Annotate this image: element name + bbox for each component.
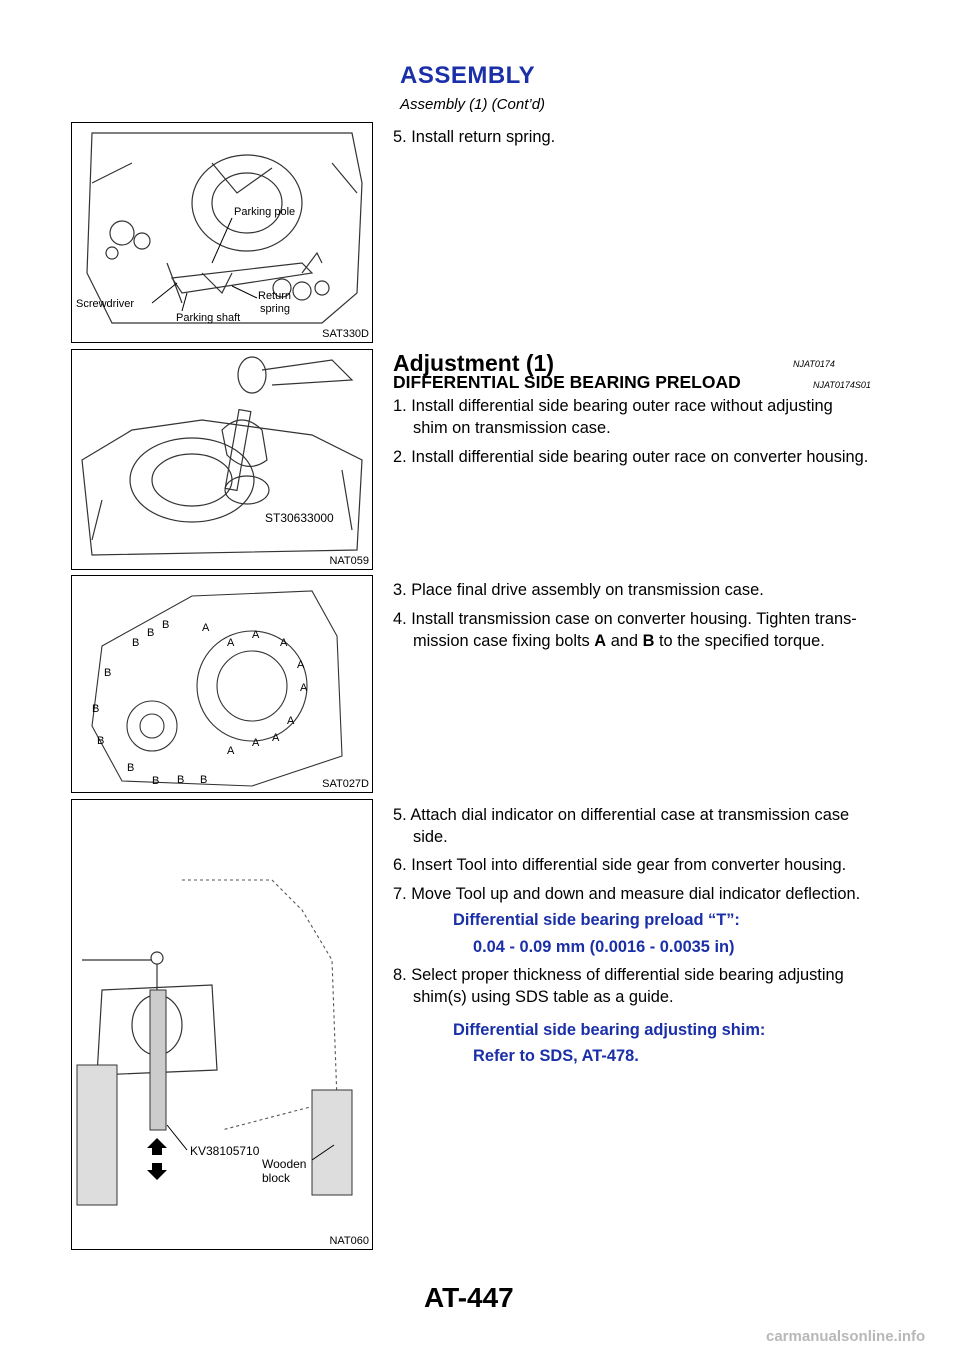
label-return: Return [258,290,292,302]
bolt-label-b: B [132,637,140,649]
figure-outer-race-install [71,349,373,570]
footer-watermark: carmanualsonline.info [766,1328,926,1345]
label-tool-kv38105710: KV38105710 [190,1144,260,1158]
section-title: Adjustment (1) [393,350,554,376]
step-8: 8. Select proper thickness of differential side bearing adjusting shim(s) using SDS table as a guide. [393,966,844,1006]
label-spring: spring [260,303,290,315]
bolt-label-b: B [92,703,100,715]
label-parking-shaft: Parking shaft [176,312,241,324]
figure-case-bolts [71,575,373,793]
step-3: 3. Place final drive assembly on transmission case. [393,581,764,599]
bolt-label-a: A [272,732,280,744]
bolt-label-a: A [280,637,288,649]
spec-shim-value: Refer to SDS, AT-478. [473,1047,639,1065]
spec-preload-label: Differential side bearing preload “T”: [453,911,740,929]
figure-code: SAT330D [322,328,369,340]
label-block: block [262,1171,291,1185]
bolt-label-a: A [297,659,305,671]
bolt-label-b: B [127,762,135,774]
subsection-code: NJAT0174S01 [813,380,871,390]
figure-dial-indicator [71,799,373,1250]
step-5-dial-indicator: 5. Attach dial indicator on differential case at transmission case side. [393,806,850,846]
step-install-return-spring: 5. Install return spring. [393,128,556,146]
dial-indicator-illustration [72,800,372,1249]
step-7: 7. Move Tool up and down and measure dial indicator deflection. [393,885,861,903]
bolt-label-a: A [227,745,235,757]
step-2: 2. Install differential side bearing outer race on converter housing. [393,448,869,466]
section-code: NJAT0174 [793,359,835,369]
step-4: 4. Install transmission case on converter housing. Tighten trans- mission case fixing bolts A and B to the specified torque. [393,610,857,650]
bolt-label-b: B [147,627,155,639]
bolt-label-a: A [202,622,210,634]
spec-shim-label: Differential side bearing adjusting shim: [453,1021,766,1039]
figure-parking-pole [71,122,373,343]
spec-preload-value: 0.04 - 0.09 mm (0.0016 - 0.0035 in) [473,938,735,956]
hammer-tool-illustration [72,350,372,569]
bolt-label-a: A [252,737,260,749]
figure-code: SAT027D [322,778,369,790]
figure-code: NAT059 [329,555,369,567]
bolt-label-a: A [227,637,235,649]
bolt-label-b: B [162,619,170,631]
bolt-pattern-illustration [72,576,372,792]
bolt-label-b: B [200,774,208,786]
page-title: ASSEMBLY [400,62,536,89]
label-wooden: Wooden [262,1157,307,1171]
label-screwdriver: Screwdriver [76,298,135,310]
bolt-label-b: B [177,774,185,786]
page-number: AT-447 [424,1282,514,1313]
parking-pole-illustration [72,123,372,342]
page-subtitle: Assembly (1) (Cont’d) [400,96,546,113]
bolt-label-a: A [252,629,260,641]
subsection-title: DIFFERENTIAL SIDE BEARING PRELOAD [393,372,741,392]
bolt-label-b: B [97,735,105,747]
bolt-label-a: A [300,682,308,694]
bolt-label-a: A [287,715,295,727]
label-parking-pole: Parking pole [234,206,296,218]
step-6: 6. Insert Tool into differential side gear from converter housing. [393,856,847,874]
step-1: 1. Install differential side bearing outer race without adjusting shim on transmission case. [393,397,833,437]
label-tool-st30633000: ST30633000 [265,511,334,525]
figure-code: NAT060 [329,1235,369,1247]
bolt-label-b: B [152,775,160,787]
bolt-label-b: B [104,667,112,679]
